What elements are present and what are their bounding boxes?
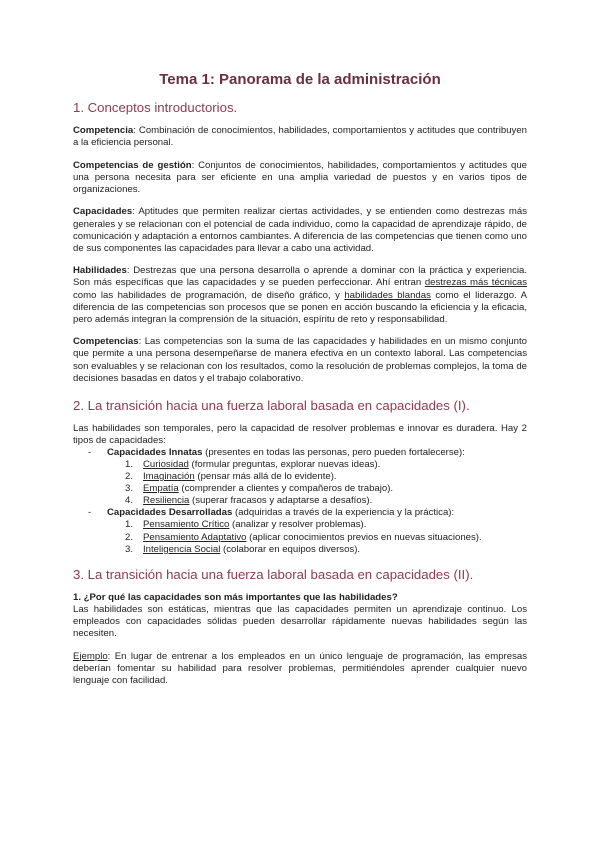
list-item: 2. Pensamiento Adaptativo (aplicar conocimientos previos en nuevas situaciones). <box>125 531 482 543</box>
list-item: 4. Resiliencia (superar fracasos y adaptarse a desafíos). <box>125 495 373 507</box>
list-item: 1. Pensamiento Crítico (analizar y resolver problemas). <box>125 519 367 531</box>
list-item: 2. Imaginación (pensar más allá de lo evidente). <box>125 471 337 483</box>
innatas-list <box>107 459 527 507</box>
list-item-capacidades-desarrolladas: - Capacidades Desarrolladas (adquiridas a través de la experiencia y la práctica): 1. Pensamiento Crítico (analizar y resolver problemas). 2. Pensamiento Adaptativo (aplicar conocimientos previos en nuevas situaciones). 3. Inteligencia Social (colaborar en equipos diversos). <box>73 507 527 555</box>
definition-habilidades: Habilidades: Destrezas que una persona desarrolla o aprende a dominar con la práctica y experiencia. Son más específicas que las capacidades y se pueden perfeccionar. Ahí entran destrezas más técnicas como las habilidades de programación, de diseño gráfico, y habilidades blandas como el liderazgo. A diferencia de las competencias son procesos que se ponen en acción buscando la eficiencia y la eficacia, pero además integran la comprensión de la situación, espíritu de reto y responsabilidad. <box>73 265 527 325</box>
section-3-heading: 3. La transición hacia una fuerza laboral basada en capacidades (II). <box>73 566 474 582</box>
term-capacidades: Capacidades <box>73 206 133 218</box>
definition-competencias: Competencias: Las competencias son la suma de las capacidades y habilidades en un mismo conjunto que permite a una persona desempeñarse de manera efectiva en un contexto laboral. Las competencias son evaluables y se relacionan con los resultados, como la resolución de problemas complejos, la toma de decisiones basadas en datos y el trabajo colaborativo. <box>73 336 527 384</box>
term-competencias: Competencias <box>73 336 139 348</box>
section-2-intro: Las habilidades son temporales, pero la capacidad de resolver problemas e innovar es duradera. Hay 2 tipos de capacidades: <box>73 422 527 446</box>
section-2-heading: 2. La transición hacia una fuerza laboral basada en capacidades (I). <box>73 397 470 413</box>
term-ejemplo: Ejemplo <box>73 650 108 662</box>
term-competencia: Competencia <box>73 125 134 136</box>
underlined-habilidades-blandas: habilidades blandas <box>344 289 431 301</box>
document-page <box>73 70 527 697</box>
section-3-example: Ejemplo: En lugar de entrenar a los empleados en un único lenguaje de programación, las empresas deberían fomentar su habilidad para resolver problemas, permitiéndoles aprender cualquier nuevo lenguaje con facilidad. <box>73 650 527 686</box>
capacity-types-list <box>73 447 527 556</box>
list-item: 1. Curiosidad (formular preguntas, explorar nuevas ideas). <box>125 458 381 470</box>
list-item: 3. Empatía (comprender a clientes y compañeros de trabajo). <box>125 483 394 495</box>
term-habilidades: Habilidades <box>73 265 127 277</box>
definition-competencia: Competencia: Combinación de conocimientos, habilidades, comportamientos y actitudes que contribuyen a la eficiencia personal. <box>73 125 527 149</box>
document-title: Tema 1: Panorama de la administración <box>159 71 441 88</box>
term-competencias-gestion: Competencias de gestión <box>73 159 192 171</box>
section-3-answer: Las habilidades son estáticas, mientras que las capacidades permiten un aprendizaje continuo. Los empleados con capacidades sólidas pueden desarrollar rápidamente nuevas habilidades según las necesiten. <box>73 603 527 639</box>
list-item-capacidades-innatas: - Capacidades Innatas (presentes en todas las personas, pero pueden fortalecerse): 1. Curiosidad (formular preguntas, explorar nuevas ideas). 2. Imaginación (pensar más allá de lo evidente). 3. Empatía (comprender a clientes y compañeros de trabajo). 4. Resiliencia (superar fracasos y adaptarse a desafíos). <box>73 447 527 507</box>
section-1-heading: 1. Conceptos introductorios. <box>73 100 238 115</box>
definition-capacidades: Capacidades: Aptitudes que permiten realizar ciertas actividades, y se entienden como destrezas más generales y se relacionan con el potencial de cada individuo, como la capacidad de aprendizaje rápido, de comunicación y adaptación a entornos cambiantes. A diferencia de las competencias que tienen como uno de sus componentes las capacidades para llevar a cabo una actividad. <box>73 206 527 254</box>
section-3-question: 1. ¿Por qué las capacidades son más importantes que las habilidades? <box>73 591 398 603</box>
list-item: 3. Inteligencia Social (colaborar en equipos diversos). <box>125 543 361 555</box>
desarrolladas-list <box>107 519 527 555</box>
definition-competencias-gestion: Competencias de gestión: Conjuntos de conocimientos, habilidades, comportamientos y actitudes que una persona necesita para ser eficiente en una amplia variedad de puestos y en varios tipos de organizaciones. <box>73 159 528 195</box>
underlined-destrezas-tecnicas: destrezas más técnicas <box>424 277 527 289</box>
